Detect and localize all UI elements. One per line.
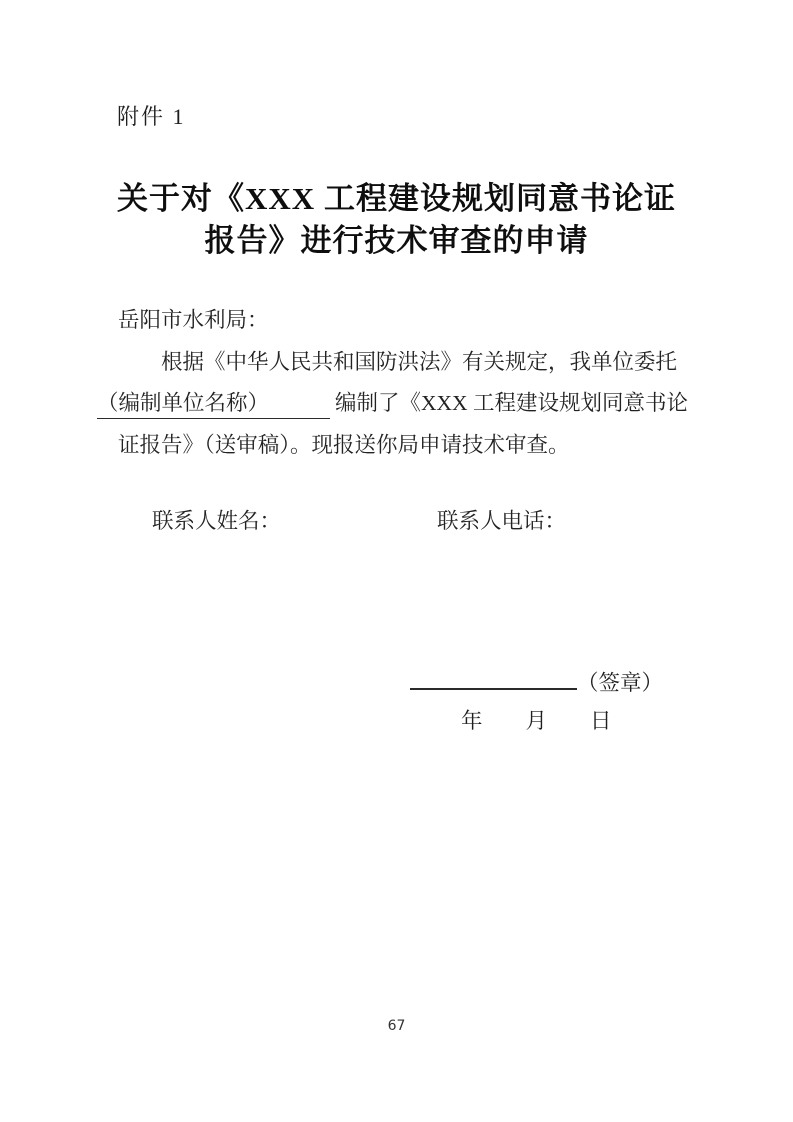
signature-blank-line	[410, 668, 577, 690]
contact-phone-label: 联系人电话：	[437, 509, 567, 533]
page-number: 67	[387, 1018, 406, 1034]
date-line: 年 月 日	[461, 709, 612, 733]
salutation: 岳阳市水利局：	[118, 308, 269, 332]
attachment-label: 附件 1	[117, 104, 186, 129]
paragraph-line-3: 证报告》（送审稿）。现报送你局申请技术审查。	[118, 433, 570, 457]
paragraph-line-2-rest: 编制了《XXX 工程建设规划同意书论	[335, 391, 688, 415]
signature-row	[410, 668, 663, 697]
paragraph-line-1: 根据《中华人民共和国防洪法》有关规定，我单位委托	[161, 350, 678, 374]
fill-in-blank-unit-name: （编制单位名称）	[97, 393, 330, 419]
document-title-line-1: 关于对《XXX 工程建设规划同意书论证	[117, 181, 676, 216]
seal-label: （签章）	[577, 671, 664, 695]
contact-name-label: 联系人姓名：	[152, 509, 282, 533]
paragraph-line-2	[97, 393, 688, 419]
document-title-line-2: 报告》进行技术审查的申请	[204, 223, 589, 258]
